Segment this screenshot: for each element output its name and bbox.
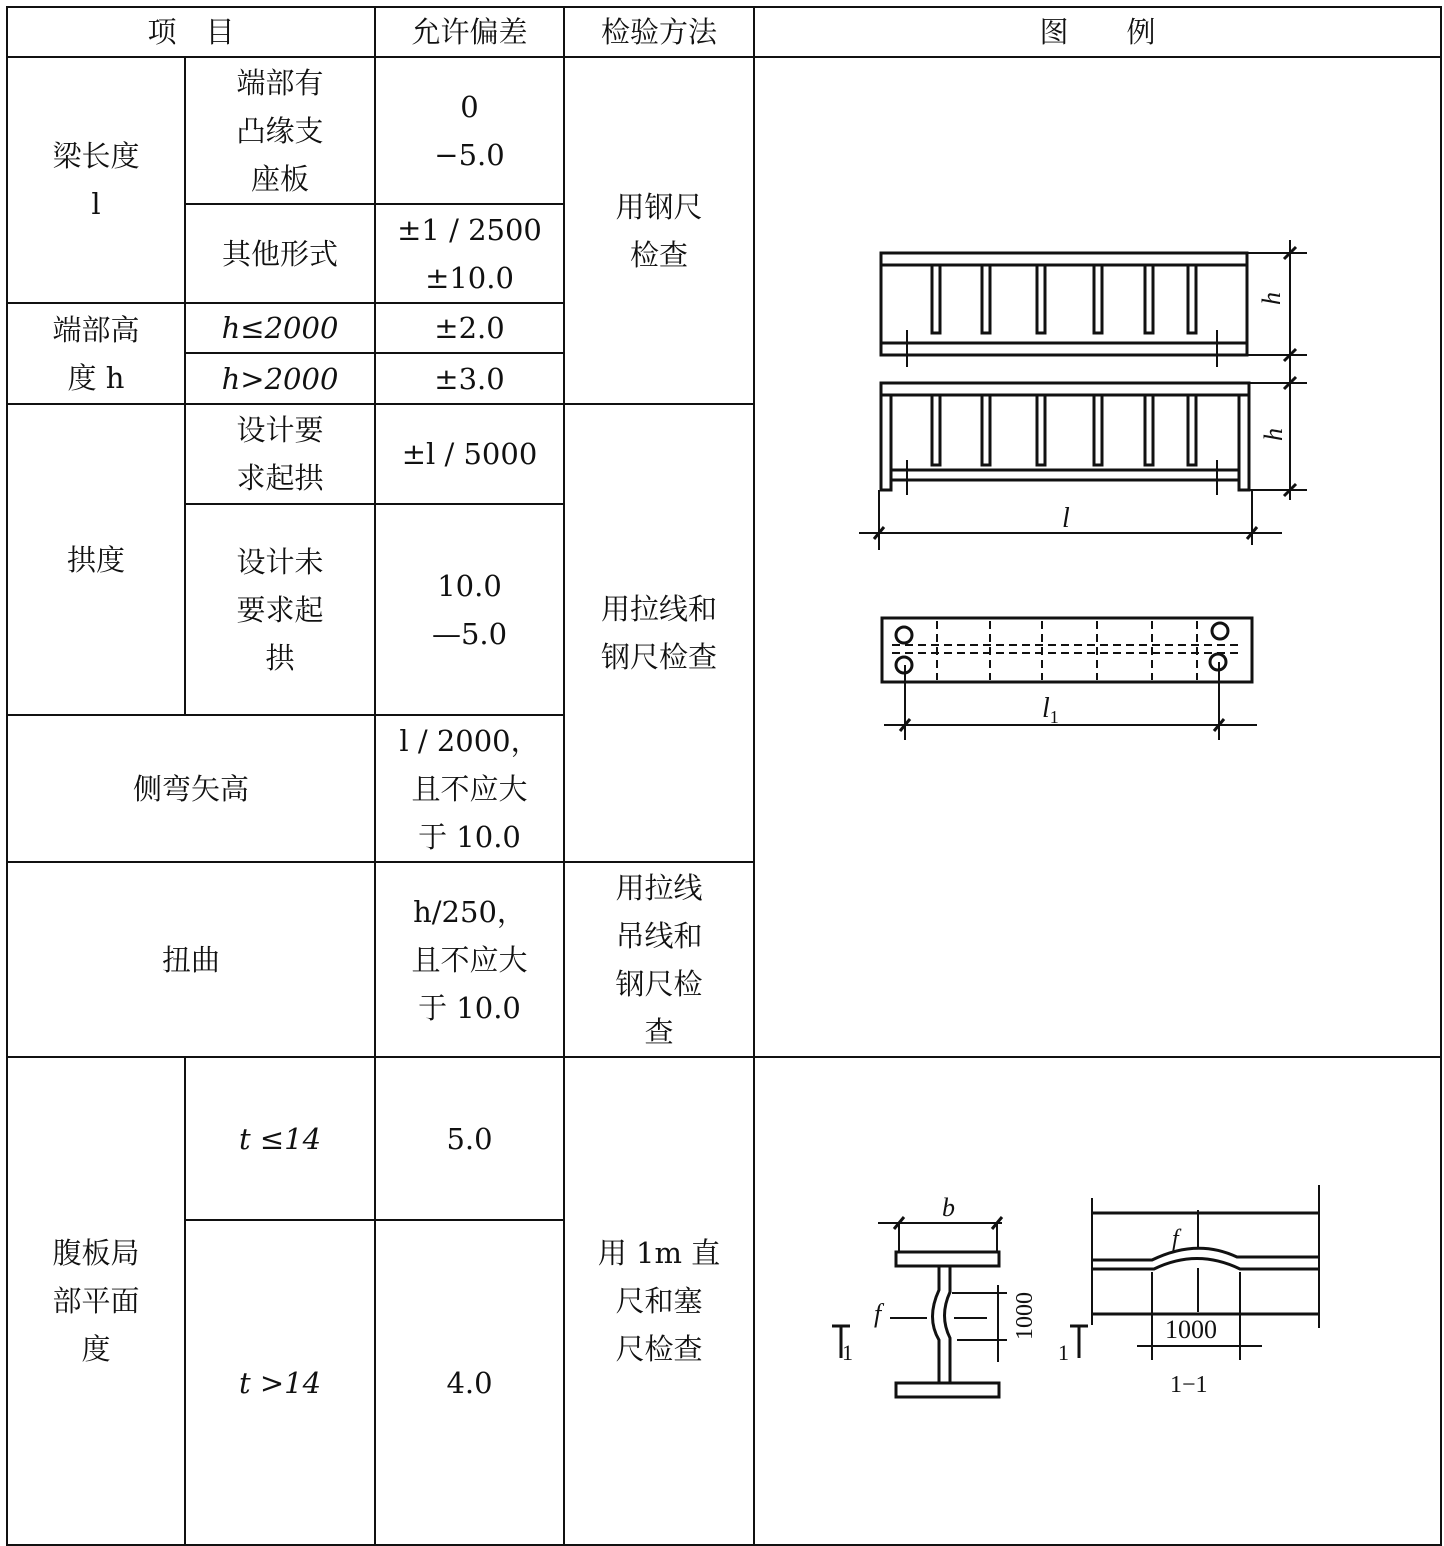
camber-tol1: ±l / 5000 [375,404,564,504]
web-flatness-method: 用 1m 直 尺和塞 尺检查 [564,1057,754,1545]
end-height-sub1: h≤2000 [185,303,375,353]
l1-label: $l_1$ [1042,692,1059,727]
camber-sub2: 设计未 要求起 拱 [185,504,375,715]
web-flatness-sub2: t >14 [185,1220,375,1545]
height-label-1: h [1257,291,1286,305]
header-method: 检验方法 [564,7,754,57]
web-flatness-tol2: 4.0 [375,1220,564,1545]
twist-tol: h/250， 且不应大 于 10.0 [375,862,564,1057]
beam-length-tol2: ±1 / 2500 ±10.0 [375,204,564,303]
dim-1000-vertical: 1000 [1012,1292,1038,1340]
section-mark-left: 1 [842,1340,853,1365]
lateral-bend-label: 侧弯矢高 [7,715,375,862]
f-label-right: f [1172,1226,1179,1252]
header-item: 项 目 [7,7,375,57]
beam-length-sub1: 端部有 凸缘支 座板 [185,57,375,204]
web-flatness-sub1: t ≤14 [185,1057,375,1220]
figure-beam [754,57,1441,1057]
end-height-sub2: h>2000 [185,353,375,404]
end-height-label: 端部高 度 h [7,303,185,404]
b-label: b [942,1193,955,1222]
beam-diagram [755,148,1440,1001]
section-mark-right: 1 [1058,1340,1069,1365]
f-label-left: f [874,1299,882,1328]
method-string-ruler: 用拉线和 钢尺检查 [564,404,754,862]
web-flatness-diagram [755,1106,1440,1530]
height-label-2: h [1259,427,1288,441]
camber-label: 拱度 [7,404,185,715]
method-steel-ruler: 用钢尺 检查 [564,57,754,404]
beam-length-sub2: 其他形式 [185,204,375,303]
twist-label: 扭曲 [7,862,375,1057]
tolerance-table [6,6,1442,1546]
header-figure: 图 例 [754,7,1441,57]
header-tolerance: 允许偏差 [375,7,564,57]
figure-web [754,1057,1441,1545]
twist-method: 用拉线 吊线和 钢尺检 查 [564,862,754,1057]
beam-length-tol1: 0 −5.0 [375,57,564,204]
end-height-tol2: ±3.0 [375,353,564,404]
end-height-tol1: ±2.0 [375,303,564,353]
web-flatness-label: 腹板局 部平面 度 [7,1057,185,1545]
dim-1000-horizontal: 1000 [1165,1315,1217,1344]
lateral-bend-tol: l / 2000， 且不应大 于 10.0 [375,715,564,862]
camber-sub1: 设计要 求起拱 [185,404,375,504]
beam-length-label: 梁长度 l [7,57,185,303]
camber-tol2: 10.0 —5.0 [375,504,564,715]
web-flatness-tol1: 5.0 [375,1057,564,1220]
section-label: 1−1 [1170,1372,1208,1398]
length-label: l [1062,502,1070,534]
